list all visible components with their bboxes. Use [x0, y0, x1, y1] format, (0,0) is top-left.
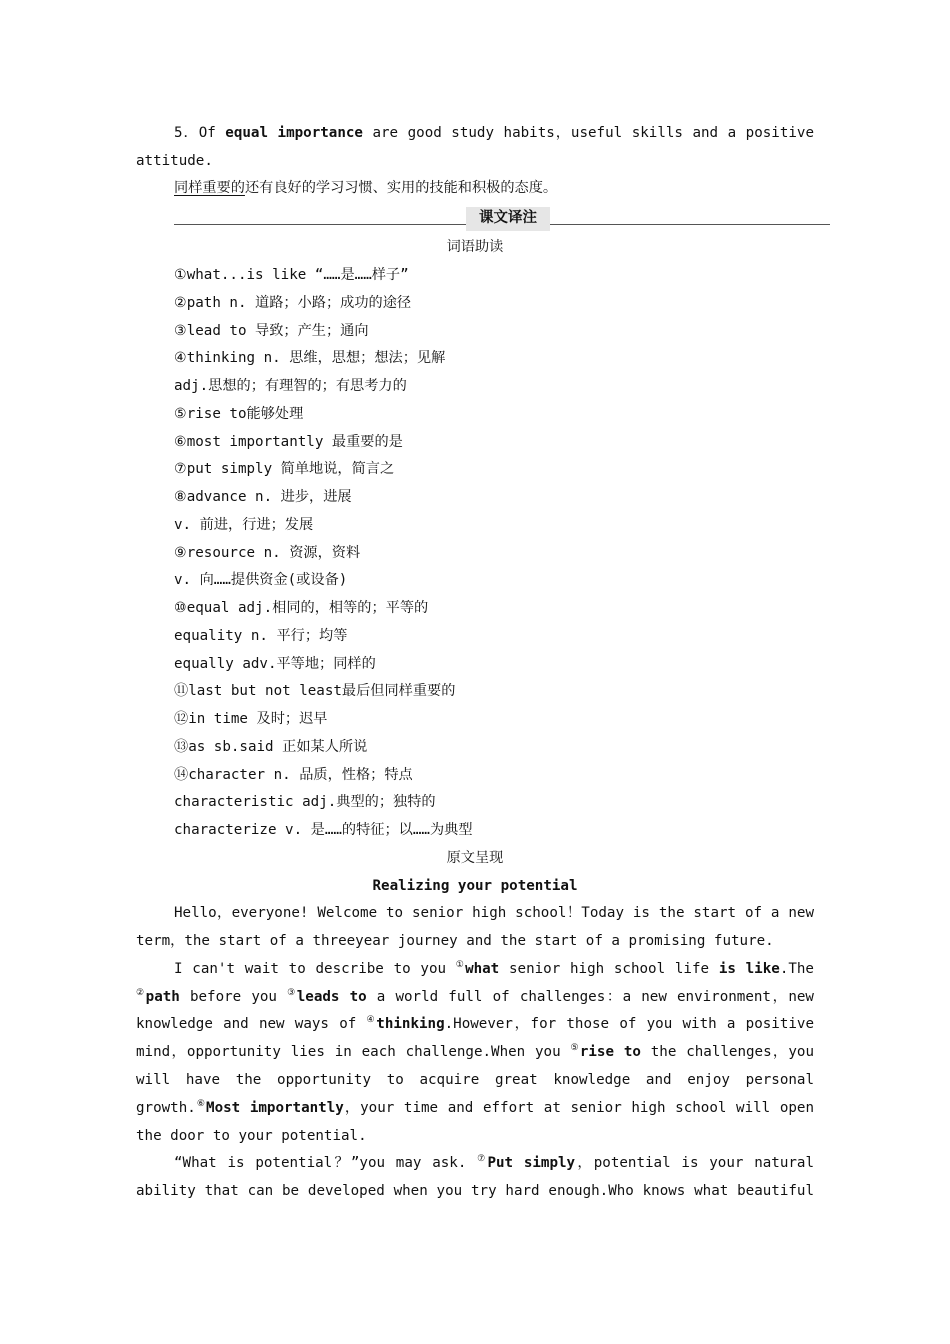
- vocab-item: ①what...is like “……是……样子”: [174, 267, 409, 283]
- text-span: the challenges，you: [640, 1044, 815, 1060]
- section-banner: 课文译注: [466, 207, 550, 231]
- vocab-item: ⑤rise to能够处理: [174, 406, 304, 422]
- note-marker: ②: [136, 988, 146, 998]
- p1-line-1: Hello，everyone! Welcome to senior high school！Today is the start of a new: [174, 905, 814, 921]
- text-span: Of: [198, 125, 226, 141]
- text-span: ，potential is your natural: [575, 1155, 814, 1171]
- text-span: before you: [179, 989, 288, 1005]
- p2-line-5: will have the opportunity to acquire great knowledge and enjoy personal: [136, 1072, 814, 1088]
- key-phrase: Most importantly: [206, 1100, 344, 1116]
- vocab-heading: 词语助读: [446, 239, 504, 255]
- text-span: mind，opportunity lies in each challenge.When you: [136, 1044, 571, 1060]
- key-phrase: what: [465, 961, 500, 977]
- vocab-item: adj.思想的；有理智的；有思考力的: [174, 378, 407, 394]
- text-span: knowledge and new ways of: [136, 1016, 367, 1032]
- p3-line-1: [174, 1151, 814, 1175]
- text-span: “What is potential？”you may ask.: [174, 1155, 478, 1171]
- p2-line-6: [136, 1096, 814, 1120]
- text-span: senior high school life: [499, 961, 719, 977]
- p2-line-7: the door to your potential.: [136, 1128, 367, 1144]
- vocab-item: ⑫in time 及时；迟早: [174, 711, 328, 727]
- key-phrase: path: [145, 989, 180, 1005]
- note-marker: ①: [455, 960, 466, 970]
- vocab-item: ⑧advance n. 进步，进展: [174, 489, 352, 505]
- text-span: a world full of challenges：a new environment，new: [366, 989, 814, 1005]
- vocab-item: ④thinking n. 思维，思想；想法；见解: [174, 350, 446, 366]
- note-marker: ⑦: [477, 1154, 488, 1164]
- text-span: .However，for those of you with a positive: [444, 1016, 814, 1032]
- vocab-item: v. 前进，行进；发展: [174, 517, 314, 533]
- p1-line-2: term，the start of a threeyear journey and the start of a promising future.: [136, 933, 774, 949]
- key-phrase: thinking: [376, 1016, 445, 1032]
- p2-line-1: [174, 957, 814, 981]
- p3-line-2: ability that can be developed when you try hard enough.Who knows what beautiful: [136, 1183, 814, 1199]
- text-span: 还有良好的学习习惯、实用的技能和积极的态度。: [244, 180, 558, 196]
- p2-line-3: [136, 1012, 814, 1036]
- sentence-5-translation: [174, 176, 814, 200]
- sentence-5-line-1: [174, 121, 814, 145]
- vocab-item: ⑪last but not least最后但同样重要的: [174, 683, 456, 699]
- vocab-item: ⑬as sb.said 正如某人所说: [174, 739, 368, 755]
- note-marker: ③: [287, 988, 297, 998]
- key-phrase: leads to: [296, 989, 367, 1005]
- vocab-item: equality n. 平行；均等: [174, 628, 348, 644]
- vocab-item: ⑩equal adj.相同的，相等的；平等的: [174, 600, 429, 616]
- text-span: growth.: [136, 1100, 196, 1116]
- note-marker: ④: [366, 1015, 377, 1025]
- p2-line-4: [136, 1040, 814, 1064]
- vocab-item: characterize v. 是……的特征；以……为典型: [174, 822, 473, 838]
- sentence-number: 5．: [174, 125, 199, 141]
- underlined-phrase: 同样重要的: [174, 180, 245, 196]
- key-phrase: equal importance: [225, 125, 363, 141]
- vocab-item: ⑭character n. 品质，性格；特点: [174, 767, 413, 783]
- text-span: ，your time and effort at senior high school will open: [343, 1100, 814, 1116]
- note-marker: ⑤: [570, 1043, 580, 1053]
- vocab-item: ②path n. 道路；小路；成功的途径: [174, 295, 412, 311]
- vocab-item: ⑥most importantly 最重要的是: [174, 434, 403, 450]
- vocab-item: ③lead to 导致；产生；通向: [174, 323, 369, 339]
- sentence-5-line-2: attitude.: [136, 153, 213, 169]
- vocab-item: characteristic adj.典型的；独特的: [174, 794, 436, 810]
- vocab-item: ⑨resource n. 资源，资料: [174, 545, 361, 561]
- key-phrase: is like: [718, 961, 780, 977]
- note-marker: ⑥: [195, 1099, 207, 1109]
- text-heading: 原文呈现: [446, 850, 504, 866]
- text-span: .The: [779, 961, 814, 977]
- text-title: Realizing your potential: [372, 878, 578, 894]
- text-span: are good study habits，useful skills and a positive: [362, 125, 814, 141]
- p2-line-2: [136, 985, 814, 1009]
- vocab-item: v. 向……提供资金(或设备): [174, 572, 348, 588]
- key-phrase: rise to: [579, 1044, 641, 1060]
- key-phrase: Put simply: [487, 1155, 576, 1171]
- vocab-item: equally adv.平等地；同样的: [174, 656, 376, 672]
- text-span: I can't wait to describe to you: [174, 961, 456, 977]
- vocab-item: ⑦put simply 简单地说，简言之: [174, 461, 395, 477]
